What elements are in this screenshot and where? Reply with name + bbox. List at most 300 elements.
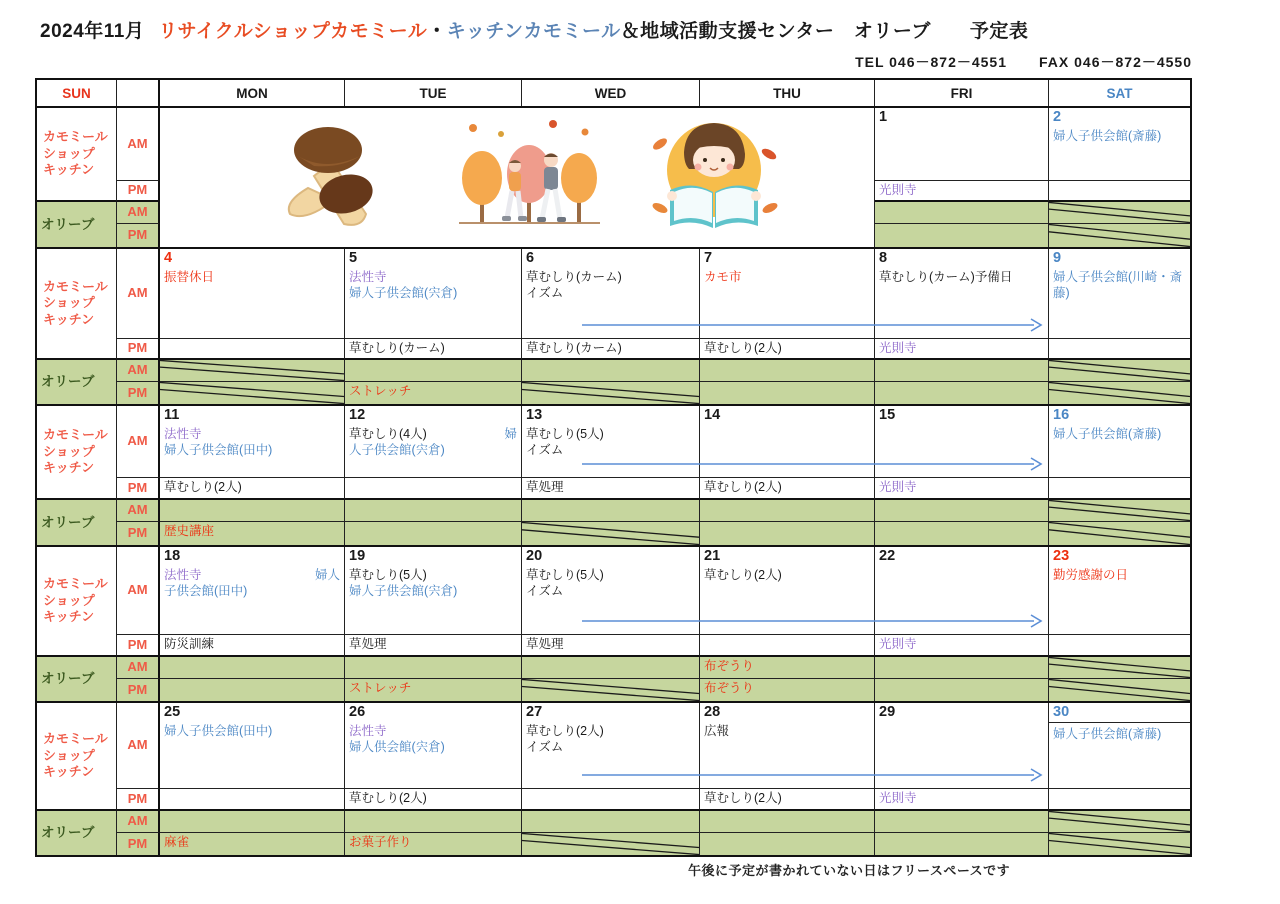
date-number: 22 — [879, 548, 896, 564]
event-text: 草むしり(2人) — [526, 723, 604, 738]
date-number: 11 — [164, 407, 180, 423]
date-number: 1 — [879, 109, 888, 125]
header-ampm — [117, 80, 160, 106]
date-number: 23 — [1053, 548, 1070, 564]
cell-thu-olive-am-week2 — [700, 360, 875, 382]
event-line — [704, 567, 870, 583]
event-line — [704, 680, 870, 696]
event-text: 草むしり(2人) — [164, 480, 242, 494]
date-number: 18 — [164, 548, 181, 564]
cell-mon-olive-am-week5 — [160, 811, 345, 833]
section-label-olive — [37, 500, 117, 545]
cell-mon-pm-week4 — [160, 635, 345, 657]
title-rest: ＆地域活動支援センター オリーブ 予定表 — [620, 21, 1029, 42]
event-line — [349, 567, 517, 583]
cell-tue-olive-pm-week2 — [345, 382, 522, 404]
event-line — [1053, 426, 1186, 442]
cell-thu-am-week4 — [700, 547, 875, 635]
cell-sat-olive-pm-week3 — [1049, 522, 1190, 545]
cell-wed-olive-pm-week5 — [522, 833, 700, 855]
section-label-chamomile — [37, 406, 117, 500]
event-line — [349, 739, 517, 755]
cell-thu-olive-am-week5 — [700, 811, 875, 833]
event-text: 婦人子供会館(斎藤) — [1053, 726, 1162, 741]
section-label-line: カモミール — [43, 427, 108, 443]
cell-wed-olive-am-week5 — [522, 811, 700, 833]
section-label-line: キッチン — [43, 764, 95, 780]
event-text: 光則寺 — [879, 341, 917, 355]
cell-tue-pm-week4 — [345, 635, 522, 657]
title-month: 2024年11月 — [40, 21, 145, 42]
section-label-olive — [37, 657, 117, 701]
event-line — [349, 383, 517, 399]
closed-diagonal-mark — [1049, 224, 1190, 247]
event-text: 法性寺 — [164, 567, 202, 582]
weekday-header-row — [37, 80, 1190, 106]
event-line — [526, 479, 695, 495]
date-number: 15 — [879, 407, 896, 423]
event-line — [164, 834, 340, 850]
cell-fri-olive-pm-week5 — [875, 833, 1049, 855]
closed-diagonal-mark — [522, 382, 699, 404]
event-text: ストレッチ — [349, 384, 412, 398]
week-3 — [37, 404, 1190, 545]
week-1 — [37, 106, 1190, 247]
cell-fri-olive-am-week1 — [875, 202, 1049, 224]
am-row-label: AM — [117, 547, 160, 635]
date-number: 29 — [879, 704, 896, 720]
cell-sat-olive-pm-week4 — [1049, 679, 1190, 701]
event-text: イズム — [526, 442, 564, 457]
section-label-text: オリーブ — [41, 374, 95, 390]
event-line — [164, 442, 340, 458]
closed-diagonal-mark — [522, 679, 699, 701]
cell-tue-am-week2 — [345, 249, 522, 339]
cell-mon-pm-week3 — [160, 478, 345, 500]
cell-mon-olive-pm-week5 — [160, 833, 345, 855]
cell-thu-pm-week4 — [700, 635, 875, 657]
cell-mon-olive-pm-week3 — [160, 522, 345, 545]
event-line — [526, 739, 695, 755]
cell-thu-pm-week2 — [700, 339, 875, 360]
event-text: カモ市 — [704, 269, 742, 284]
closed-diagonal-mark — [1049, 500, 1190, 521]
cell-mon-am-week5 — [160, 703, 345, 789]
cell-mon-pm-week5 — [160, 789, 345, 811]
event-text: 草むしり(5人) — [526, 426, 604, 441]
event-text: 布ぞうり — [704, 659, 755, 673]
cell-thu-olive-pm-week4 — [700, 679, 875, 701]
section-label-line: ショップ — [43, 747, 95, 763]
event-line — [526, 442, 695, 458]
event-text: 草むしり(カーム) — [526, 269, 622, 284]
cell-sat-am-week1 — [1049, 108, 1190, 181]
cell-thu-olive-am-week3 — [700, 500, 875, 522]
section-label-line: キッチン — [43, 311, 95, 327]
event-text: ストレッチ — [349, 681, 412, 695]
pm-row-label: PM — [117, 181, 160, 202]
event-text: 婦人 — [314, 567, 340, 582]
event-text: 草むしり(5人) — [349, 567, 427, 582]
event-text: 光則寺 — [879, 183, 917, 197]
cell-sat-pm-week2 — [1049, 339, 1190, 360]
header-thu: THU — [700, 80, 875, 106]
event-line — [704, 340, 870, 356]
date-number: 21 — [704, 548, 721, 564]
cell-sat-olive-am-week4 — [1049, 657, 1190, 679]
cell-sat-pm-week3 — [1049, 478, 1190, 500]
cell-sat-am-week2 — [1049, 249, 1190, 339]
event-text: 婦人子供会館(宍倉) — [349, 285, 458, 300]
event-text: 振替休日 — [164, 269, 215, 284]
title-shop: リサイクルショップカモミール — [158, 21, 428, 42]
pm-row-label: PM — [117, 789, 160, 811]
pm-row-label: PM — [117, 339, 160, 360]
cell-thu-olive-am-week4 — [700, 657, 875, 679]
event-line — [349, 636, 517, 652]
week-5 — [37, 701, 1190, 855]
event-text: 婦人子供会館(斎藤) — [1053, 426, 1162, 441]
mushroom-illustration — [272, 120, 402, 239]
cell-wed-olive-pm-week3 — [522, 522, 700, 545]
cell-thu-am-week5 — [700, 703, 875, 789]
cell-fri-olive-am-week4 — [875, 657, 1049, 679]
cell-mon-am-week2 — [160, 249, 345, 339]
event-line — [1053, 567, 1186, 583]
date-number: 5 — [349, 250, 358, 266]
cell-wed-olive-am-week2 — [522, 360, 700, 382]
cell-tue-pm-week3 — [345, 478, 522, 500]
event-line — [349, 340, 517, 356]
event-line — [704, 479, 870, 495]
event-line — [704, 269, 870, 285]
cell-sat-am-week4 — [1049, 547, 1190, 635]
date-number: 27 — [526, 704, 543, 720]
event-text: 防災訓練 — [164, 637, 215, 651]
closed-diagonal-mark — [160, 382, 344, 404]
cell-wed-pm-week3 — [522, 478, 700, 500]
cell-wed-pm-week2 — [522, 339, 700, 360]
pm-row-label: PM — [117, 382, 160, 404]
section-label-line: ショップ — [43, 443, 95, 459]
event-line — [704, 723, 870, 739]
date-number: 28 — [704, 704, 721, 720]
event-line — [879, 636, 1044, 652]
date-number: 6 — [526, 250, 535, 266]
fax-number: FAX 046－872－4550 — [1039, 54, 1192, 70]
event-text: 麻雀 — [164, 835, 190, 849]
cell-fri-pm-week4 — [875, 635, 1049, 657]
cell-wed-olive-am-week4 — [522, 657, 700, 679]
event-text: 草むしり(カーム) — [526, 341, 622, 355]
page-title — [40, 16, 1028, 43]
title-kitchen: キッチンカモミール — [446, 21, 621, 42]
cell-fri-olive-am-week5 — [875, 811, 1049, 833]
cell-thu-am-week2 — [700, 249, 875, 339]
event-text: 布ぞうり — [704, 681, 755, 695]
cell-mon-am-week3 — [160, 406, 345, 478]
event-text: イズム — [526, 739, 564, 754]
date-number: 4 — [164, 250, 173, 266]
event-text: 草むしり(2人) — [704, 791, 782, 805]
cell-tue-pm-week5 — [345, 789, 522, 811]
week-4 — [37, 545, 1190, 701]
event-text: 草処理 — [349, 637, 387, 651]
event-text: 法性寺 — [164, 426, 202, 441]
am-row-label: AM — [117, 249, 160, 339]
cell-wed-am-week3 — [522, 406, 700, 478]
pm-row-label: PM — [117, 635, 160, 657]
event-line — [526, 636, 695, 652]
event-line — [164, 269, 340, 285]
event-line — [526, 567, 695, 583]
cell-wed-am-week2 — [522, 249, 700, 339]
cell-thu-am-week3 — [700, 406, 875, 478]
header-tue: TUE — [345, 80, 522, 106]
section-label-text: オリーブ — [41, 825, 95, 841]
cell-thu-olive-pm-week3 — [700, 522, 875, 545]
section-label-line: キッチン — [43, 162, 95, 178]
event-text: 婦人子供会館(宍倉) — [349, 583, 458, 598]
section-label-text: オリーブ — [41, 671, 95, 687]
cell-fri-olive-pm-week4 — [875, 679, 1049, 701]
event-text: 婦 — [504, 426, 517, 441]
cell-wed-olive-pm-week4 — [522, 679, 700, 701]
pm-row-label: PM — [117, 679, 160, 701]
event-line — [526, 340, 695, 356]
event-line — [526, 285, 695, 301]
reading-boy-illustration — [642, 112, 787, 241]
date-number: 14 — [704, 407, 721, 423]
event-text: 歴史講座 — [164, 524, 215, 538]
closed-diagonal-mark — [522, 833, 699, 855]
event-line — [879, 479, 1044, 495]
event-text: イズム — [526, 285, 564, 300]
cell-tue-am-week4 — [345, 547, 522, 635]
cell-tue-olive-pm-week3 — [345, 522, 522, 545]
event-text: 光則寺 — [879, 791, 917, 805]
section-label-line: カモミール — [43, 731, 108, 747]
event-text: 婦人子供会館(川崎・斎藤) — [1053, 269, 1183, 300]
cell-thu-pm-week5 — [700, 789, 875, 811]
closed-diagonal-mark — [1049, 679, 1190, 701]
am-row-label: AM — [117, 108, 160, 181]
cell-fri-am-week1 — [875, 108, 1049, 181]
pm-row-label: PM — [117, 478, 160, 500]
event-line — [879, 790, 1044, 806]
cell-fri-olive-pm-week3 — [875, 522, 1049, 545]
header-sat: SAT — [1106, 85, 1133, 101]
cell-mon-am-week4 — [160, 547, 345, 635]
date-number: 26 — [349, 704, 366, 720]
closed-diagonal-mark — [1049, 657, 1190, 678]
event-line — [349, 723, 517, 739]
closed-diagonal-mark — [1049, 382, 1190, 404]
event-text: 婦人供会館(宍倉) — [349, 739, 445, 754]
am-row-label: AM — [117, 657, 160, 679]
event-line — [349, 285, 517, 301]
section-label-line: カモミール — [43, 576, 108, 592]
cell-sat-pm-week1 — [1049, 181, 1190, 202]
cell-mon-olive-pm-week4 — [160, 679, 345, 701]
date-number: 30 — [1049, 704, 1190, 723]
pm-row-label: PM — [117, 522, 160, 545]
autumn-walk-illustration — [457, 116, 602, 240]
event-text: 草むしり(2人) — [349, 791, 427, 805]
event-text: 広報 — [704, 723, 730, 738]
header-fri: FRI — [875, 80, 1049, 106]
cell-tue-olive-am-week4 — [345, 657, 522, 679]
event-line — [349, 269, 517, 285]
title-separator: ・ — [427, 21, 447, 42]
event-text: 法性寺 — [349, 723, 387, 738]
date-number: 12 — [349, 407, 366, 423]
cell-fri-am-week5 — [875, 703, 1049, 789]
header-mon: MON — [160, 80, 345, 106]
cell-wed-olive-am-week3 — [522, 500, 700, 522]
section-label-text: オリーブ — [41, 514, 95, 530]
event-line — [349, 790, 517, 806]
event-text: 人子供会館(宍倉) — [349, 442, 445, 457]
cell-sat-olive-am-week5 — [1049, 811, 1190, 833]
cell-sat-olive-pm-week5 — [1049, 833, 1190, 855]
date-number: 16 — [1053, 407, 1070, 423]
closed-diagonal-mark — [160, 360, 344, 381]
event-line — [526, 583, 695, 599]
section-label-line: ショップ — [43, 592, 95, 608]
event-line — [349, 834, 517, 850]
section-label-line: カモミール — [43, 278, 108, 294]
section-label-text: オリーブ — [41, 216, 95, 232]
cell-fri-pm-week3 — [875, 478, 1049, 500]
date-number: 20 — [526, 548, 543, 564]
event-line — [349, 426, 517, 442]
cell-wed-pm-week4 — [522, 635, 700, 657]
event-text: イズム — [526, 583, 564, 598]
am-row-label: AM — [117, 703, 160, 789]
cell-mon-olive-am-week2 — [160, 360, 345, 382]
closed-diagonal-mark — [1049, 522, 1190, 545]
event-line — [704, 790, 870, 806]
date-number: 9 — [1053, 250, 1062, 266]
am-row-label: AM — [117, 202, 160, 224]
event-text: 草処理 — [526, 637, 564, 651]
date-number: 19 — [349, 548, 366, 564]
cell-mon-olive-am-week4 — [160, 657, 345, 679]
cell-tue-pm-week2 — [345, 339, 522, 360]
closed-diagonal-mark — [1049, 360, 1190, 381]
cell-fri-am-week3 — [875, 406, 1049, 478]
cell-sat-am-week5 — [1049, 703, 1190, 789]
cell-thu-olive-pm-week5 — [700, 833, 875, 855]
event-text: 光則寺 — [879, 480, 917, 494]
section-label-chamomile — [37, 108, 117, 202]
event-line — [164, 479, 340, 495]
date-number: 13 — [526, 407, 543, 423]
section-label-line: キッチン — [43, 609, 95, 625]
cell-fri-pm-week2 — [875, 339, 1049, 360]
am-row-label: AM — [117, 406, 160, 478]
cell-sat-olive-pm-week1 — [1049, 224, 1190, 247]
cell-tue-olive-pm-week4 — [345, 679, 522, 701]
event-text: 草処理 — [526, 480, 564, 494]
cell-fri-pm-week1 — [875, 181, 1049, 202]
cell-thu-olive-pm-week2 — [700, 382, 875, 404]
event-text: 草むしり(カーム) — [349, 341, 445, 355]
section-label-line: ショップ — [43, 295, 95, 311]
cell-sat-am-week3 — [1049, 406, 1190, 478]
cell-sat-olive-pm-week2 — [1049, 382, 1190, 404]
event-text: 子供会館(田中) — [164, 583, 248, 598]
cell-sat-olive-am-week1 — [1049, 202, 1190, 224]
section-label-chamomile — [37, 547, 117, 657]
section-label-line: カモミール — [43, 129, 108, 145]
cell-fri-pm-week5 — [875, 789, 1049, 811]
event-text: 草むしり(2人) — [704, 567, 782, 582]
event-text: 草むしり(4人) — [349, 426, 427, 441]
event-text: 勤労感謝の日 — [1053, 567, 1129, 582]
cell-fri-olive-am-week2 — [875, 360, 1049, 382]
event-text: 光則寺 — [879, 637, 917, 651]
contact-line — [855, 52, 1192, 72]
event-text: 婦人子供会館(斎藤) — [1053, 128, 1162, 143]
event-text: 婦人子供会館(田中) — [164, 723, 273, 738]
week-2 — [37, 247, 1190, 404]
event-line — [879, 340, 1044, 356]
cell-fri-olive-pm-week1 — [875, 224, 1049, 247]
cell-mon-olive-am-week3 — [160, 500, 345, 522]
footer-note: 午後に予定が書かれていない日はフリースペースです — [688, 863, 1011, 878]
section-label-olive — [37, 811, 117, 855]
event-line — [526, 723, 695, 739]
tel-number: TEL 046－872－4551 — [855, 54, 1008, 70]
section-label-chamomile — [37, 703, 117, 811]
cell-fri-am-week2 — [875, 249, 1049, 339]
closed-diagonal-mark — [1049, 833, 1190, 855]
header-wed: WED — [522, 80, 700, 106]
event-line — [1053, 269, 1186, 301]
closed-diagonal-mark — [522, 522, 699, 545]
cell-sat-pm-week4 — [1049, 635, 1190, 657]
section-label-line: キッチン — [43, 460, 95, 476]
cell-tue-olive-am-week5 — [345, 811, 522, 833]
cell-sat-olive-am-week2 — [1049, 360, 1190, 382]
date-number: 8 — [879, 250, 888, 266]
event-line — [879, 269, 1044, 285]
cell-fri-am-week4 — [875, 547, 1049, 635]
event-line — [704, 658, 870, 674]
cell-tue-olive-am-week3 — [345, 500, 522, 522]
event-text: 草むしり(2人) — [704, 480, 782, 494]
cell-wed-am-week5 — [522, 703, 700, 789]
event-line — [879, 182, 1044, 198]
cell-sat-olive-am-week3 — [1049, 500, 1190, 522]
event-line — [1053, 726, 1186, 742]
event-line — [164, 723, 340, 739]
cell-fri-olive-pm-week2 — [875, 382, 1049, 404]
section-label-olive — [37, 202, 117, 247]
header-sun: SUN — [37, 80, 117, 106]
event-line — [349, 680, 517, 696]
event-text: お菓子作り — [349, 835, 412, 849]
event-line — [164, 523, 340, 539]
event-line — [164, 567, 340, 583]
am-row-label: AM — [117, 360, 160, 382]
cell-tue-olive-am-week2 — [345, 360, 522, 382]
cell-wed-pm-week5 — [522, 789, 700, 811]
section-label-chamomile — [37, 249, 117, 360]
cell-tue-am-week3 — [345, 406, 522, 478]
